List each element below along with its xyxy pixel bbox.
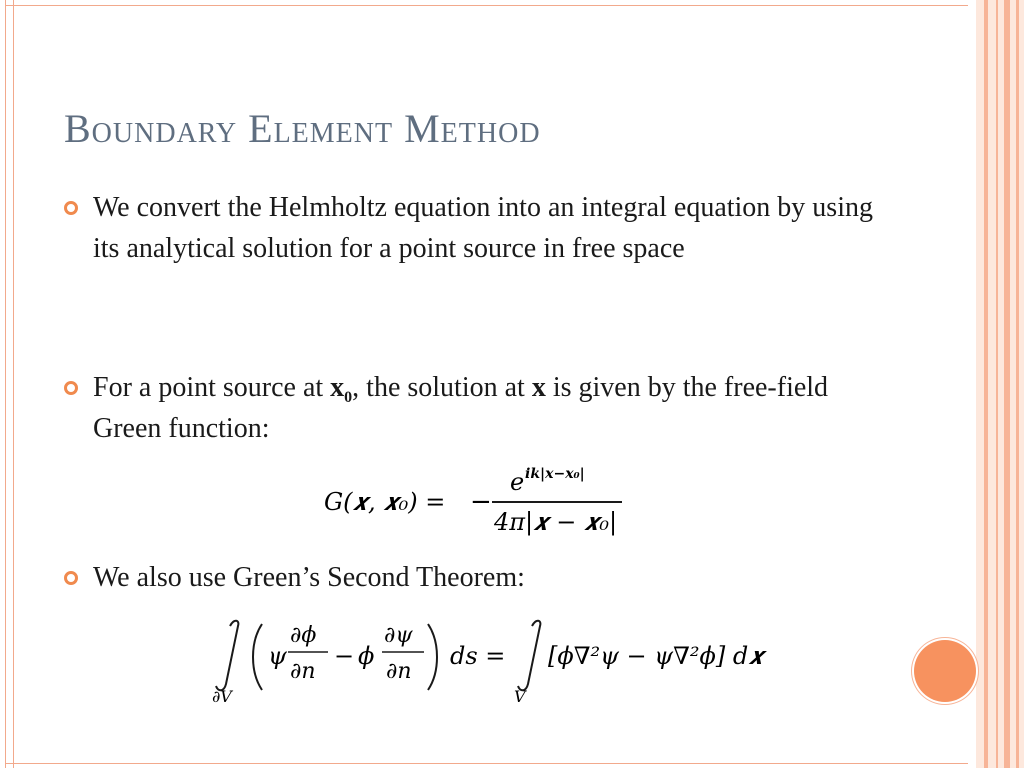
frame-top-border [5,0,968,6]
dpsi-numerator: ∂ψ [384,623,413,648]
lhs-lower-limit: ∂V [212,687,232,706]
ds-equals: ds = [450,642,506,670]
integral-sign-icon [216,621,238,691]
right-paren-icon [428,624,437,690]
bullet-text-part: , the solution at [352,372,532,403]
x0-symbol [330,372,353,406]
frame-stripe [996,0,998,768]
frame-bottom-border [5,763,968,764]
frame-right-panel [976,0,1024,768]
bullet-ring-icon [64,381,78,395]
bullet-ring-icon [64,571,78,585]
green-minus-sign: − [470,487,492,517]
minus-sign: − [334,642,355,670]
bullet-text: We also use Green’s Second Theorem: [93,562,525,593]
phi-symbol: ϕ [358,642,375,670]
frame-stripe [984,0,988,768]
bullet-point-source [64,367,884,449]
bullet-text-part: For a point source at [93,372,331,403]
dn-denominator: ∂n [386,659,412,684]
bullet-text [93,367,884,449]
bullet-text: We convert the Helmholtz equation into an integral equation by using its analytical solution for a point source in free space [93,192,873,264]
green-lhs: G(𝒙, 𝒙₀) = [324,488,446,516]
bullet-text-part: is given by the free-field Green function: [93,372,829,444]
rhs-body: [ϕ∇²ψ − ψ∇²ϕ] d𝒙 [548,642,764,670]
bullet-ring-icon [64,201,78,215]
rhs-lower-limit: V [514,687,526,706]
green-numerator: e [510,468,525,496]
x0-subscript: 0 [344,389,353,406]
x0-base: x [330,372,345,403]
green-numerator-exponent: ik|𝒙−𝒙₀| [525,466,585,482]
green-denominator: 4π|𝒙 − 𝒙₀| [494,508,618,536]
decorative-circle [914,640,976,702]
integral-sign-icon [518,621,540,691]
frame-left-border [5,0,14,768]
dn-denominator: ∂n [290,659,316,684]
psi-symbol: ψ [268,642,287,670]
frame-stripe [1016,0,1019,768]
bullet-helmholtz [64,187,884,269]
bullet-second-theorem [64,557,884,598]
frame-stripe [1004,0,1010,768]
left-paren-icon [253,624,262,690]
second-theorem-equation [210,612,790,712]
x-symbol: x [531,372,546,403]
dphi-numerator: ∂ϕ [290,623,317,648]
slide-title: Boundary Element Method [64,106,541,151]
green-function-equation [322,462,632,540]
